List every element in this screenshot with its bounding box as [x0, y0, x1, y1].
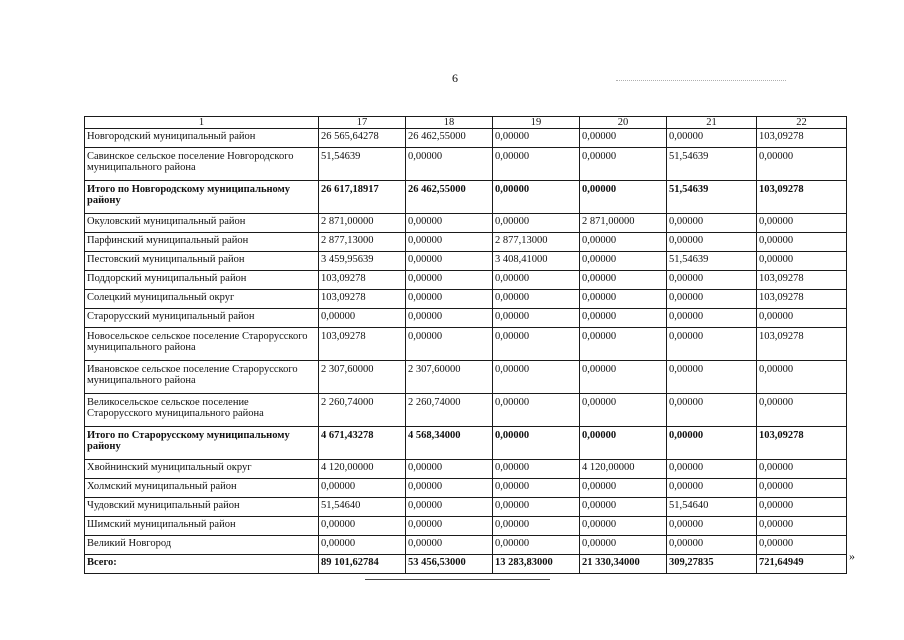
value-cell: 0,00000	[667, 214, 757, 233]
column-header: 22	[757, 117, 847, 129]
value-cell: 0,00000	[667, 328, 757, 361]
row-name-cell: Холмский муниципальный район	[85, 479, 319, 498]
value-cell: 2 260,74000	[406, 394, 493, 427]
value-cell: 0,00000	[493, 129, 580, 148]
table-row	[85, 517, 847, 536]
value-cell: 103,09278	[757, 328, 847, 361]
value-cell: 51,54639	[319, 148, 406, 181]
value-cell: 21 330,34000	[580, 555, 667, 574]
value-cell: 0,00000	[757, 252, 847, 271]
value-cell: 0,00000	[493, 479, 580, 498]
value-cell: 26 565,64278	[319, 129, 406, 148]
value-cell: 0,00000	[580, 309, 667, 328]
value-cell: 103,09278	[319, 290, 406, 309]
value-cell: 0,00000	[580, 148, 667, 181]
table-row	[85, 214, 847, 233]
column-header: 17	[319, 117, 406, 129]
value-cell: 51,54640	[319, 498, 406, 517]
row-name-cell: Шимский муниципальный район	[85, 517, 319, 536]
value-cell: 0,00000	[493, 460, 580, 479]
column-header: 20	[580, 117, 667, 129]
column-header: 18	[406, 117, 493, 129]
value-cell: 0,00000	[757, 536, 847, 555]
table-body	[85, 129, 847, 574]
value-cell: 0,00000	[406, 479, 493, 498]
value-cell: 103,09278	[757, 271, 847, 290]
value-cell: 0,00000	[580, 536, 667, 555]
value-cell: 0,00000	[757, 233, 847, 252]
value-cell: 0,00000	[667, 361, 757, 394]
value-cell: 0,00000	[757, 309, 847, 328]
value-cell: 0,00000	[667, 479, 757, 498]
value-cell: 0,00000	[493, 394, 580, 427]
value-cell: 4 120,00000	[580, 460, 667, 479]
column-header: 1	[85, 117, 319, 129]
table-row	[85, 427, 847, 460]
footer-rule	[365, 579, 550, 580]
table-row	[85, 536, 847, 555]
value-cell: 0,00000	[493, 181, 580, 214]
value-cell: 721,64949	[757, 555, 847, 574]
value-cell: 0,00000	[406, 460, 493, 479]
value-cell: 103,09278	[757, 290, 847, 309]
value-cell: 0,00000	[667, 517, 757, 536]
value-cell: 0,00000	[580, 290, 667, 309]
value-cell: 0,00000	[580, 328, 667, 361]
value-cell: 4 120,00000	[319, 460, 406, 479]
value-cell: 51,54639	[667, 148, 757, 181]
value-cell: 103,09278	[757, 427, 847, 460]
value-cell: 0,00000	[319, 536, 406, 555]
value-cell: 0,00000	[406, 290, 493, 309]
value-cell: 0,00000	[406, 271, 493, 290]
value-cell: 0,00000	[580, 427, 667, 460]
value-cell: 0,00000	[406, 214, 493, 233]
value-cell: 0,00000	[757, 214, 847, 233]
value-cell: 0,00000	[667, 427, 757, 460]
value-cell: 0,00000	[319, 479, 406, 498]
value-cell: 0,00000	[580, 129, 667, 148]
value-cell: 0,00000	[493, 214, 580, 233]
value-cell: 0,00000	[667, 271, 757, 290]
value-cell: 0,00000	[667, 309, 757, 328]
table-row	[85, 394, 847, 427]
value-cell: 3 459,95639	[319, 252, 406, 271]
page-number: 6	[452, 71, 458, 85]
value-cell: 103,09278	[757, 129, 847, 148]
value-cell: 26 462,55000	[406, 181, 493, 214]
value-cell: 0,00000	[493, 309, 580, 328]
value-cell: 0,00000	[580, 233, 667, 252]
value-cell: 0,00000	[406, 498, 493, 517]
row-name-cell: Великий Новгород	[85, 536, 319, 555]
table-row	[85, 181, 847, 214]
row-name-cell: Савинское сельское поселение Новгородского муниципального района	[85, 148, 319, 181]
row-name-cell: Чудовский муниципальный район	[85, 498, 319, 517]
value-cell: 0,00000	[580, 479, 667, 498]
value-cell: 0,00000	[493, 328, 580, 361]
value-cell: 0,00000	[493, 271, 580, 290]
value-cell: 0,00000	[580, 498, 667, 517]
value-cell: 13 283,83000	[493, 555, 580, 574]
value-cell: 51,54639	[667, 181, 757, 214]
value-cell: 0,00000	[493, 148, 580, 181]
value-cell: 0,00000	[580, 394, 667, 427]
value-cell: 51,54639	[667, 252, 757, 271]
closing-quote-mark: »	[849, 549, 855, 563]
table-row	[85, 498, 847, 517]
value-cell: 26 617,18917	[319, 181, 406, 214]
value-cell: 0,00000	[493, 498, 580, 517]
value-cell: 0,00000	[580, 517, 667, 536]
column-header: 19	[493, 117, 580, 129]
value-cell: 2 877,13000	[493, 233, 580, 252]
value-cell: 0,00000	[580, 252, 667, 271]
budget-table	[84, 116, 847, 574]
row-name-cell: Парфинский муниципальный район	[85, 233, 319, 252]
value-cell: 0,00000	[757, 517, 847, 536]
value-cell: 0,00000	[493, 517, 580, 536]
value-cell: 0,00000	[406, 328, 493, 361]
row-name-cell: Ивановское сельское поселение Старорусского муниципального района	[85, 361, 319, 394]
value-cell: 0,00000	[757, 479, 847, 498]
value-cell: 0,00000	[406, 233, 493, 252]
table-row	[85, 129, 847, 148]
value-cell: 2 307,60000	[406, 361, 493, 394]
table-row	[85, 148, 847, 181]
value-cell: 4 671,43278	[319, 427, 406, 460]
row-name-cell: Всего:	[85, 555, 319, 574]
table-row	[85, 555, 847, 574]
table-row	[85, 361, 847, 394]
value-cell: 0,00000	[493, 536, 580, 555]
table-header-row	[85, 117, 847, 129]
value-cell: 0,00000	[406, 148, 493, 181]
value-cell: 53 456,53000	[406, 555, 493, 574]
row-name-cell: Итого по Новгородскому муниципальному району	[85, 181, 319, 214]
value-cell: 0,00000	[667, 233, 757, 252]
value-cell: 0,00000	[667, 394, 757, 427]
value-cell: 0,00000	[493, 427, 580, 460]
row-name-cell: Поддорский муниципальный район	[85, 271, 319, 290]
value-cell: 0,00000	[580, 271, 667, 290]
value-cell: 2 307,60000	[319, 361, 406, 394]
value-cell: 0,00000	[580, 181, 667, 214]
value-cell: 0,00000	[667, 460, 757, 479]
value-cell: 0,00000	[406, 517, 493, 536]
table-row	[85, 309, 847, 328]
table-row	[85, 479, 847, 498]
value-cell: 89 101,62784	[319, 555, 406, 574]
row-name-cell: Солецкий муниципальный округ	[85, 290, 319, 309]
table-row	[85, 290, 847, 309]
value-cell: 2 871,00000	[319, 214, 406, 233]
table-row	[85, 328, 847, 361]
value-cell: 103,09278	[319, 328, 406, 361]
value-cell: 103,09278	[757, 181, 847, 214]
row-name-cell: Пестовский муниципальный район	[85, 252, 319, 271]
value-cell: 0,00000	[406, 536, 493, 555]
value-cell: 2 877,13000	[319, 233, 406, 252]
value-cell: 0,00000	[757, 148, 847, 181]
row-name-cell: Старорусский муниципальный район	[85, 309, 319, 328]
value-cell: 0,00000	[406, 309, 493, 328]
value-cell: 0,00000	[493, 290, 580, 309]
value-cell: 0,00000	[667, 536, 757, 555]
value-cell: 0,00000	[757, 498, 847, 517]
value-cell: 0,00000	[757, 361, 847, 394]
table-row	[85, 233, 847, 252]
column-header: 21	[667, 117, 757, 129]
table-row	[85, 271, 847, 290]
value-cell: 3 408,41000	[493, 252, 580, 271]
header-rule	[616, 80, 786, 81]
row-name-cell: Великосельское сельское поселение Старорусского муниципального района	[85, 394, 319, 427]
value-cell: 0,00000	[667, 290, 757, 309]
value-cell: 2 260,74000	[319, 394, 406, 427]
row-name-cell: Окуловский муниципальный район	[85, 214, 319, 233]
value-cell: 0,00000	[319, 517, 406, 536]
row-name-cell: Новосельское сельское поселение Старорусского муниципального района	[85, 328, 319, 361]
value-cell: 4 568,34000	[406, 427, 493, 460]
value-cell: 103,09278	[319, 271, 406, 290]
value-cell: 0,00000	[580, 361, 667, 394]
row-name-cell: Итого по Старорусскому муниципальному району	[85, 427, 319, 460]
value-cell: 0,00000	[757, 460, 847, 479]
value-cell: 0,00000	[406, 252, 493, 271]
value-cell: 0,00000	[319, 309, 406, 328]
value-cell: 51,54640	[667, 498, 757, 517]
value-cell: 26 462,55000	[406, 129, 493, 148]
value-cell: 2 871,00000	[580, 214, 667, 233]
table-row	[85, 460, 847, 479]
row-name-cell: Новгородский муниципальный район	[85, 129, 319, 148]
value-cell: 0,00000	[493, 361, 580, 394]
value-cell: 309,27835	[667, 555, 757, 574]
table-row	[85, 252, 847, 271]
value-cell: 0,00000	[757, 394, 847, 427]
value-cell: 0,00000	[667, 129, 757, 148]
row-name-cell: Хвойнинский муниципальный округ	[85, 460, 319, 479]
